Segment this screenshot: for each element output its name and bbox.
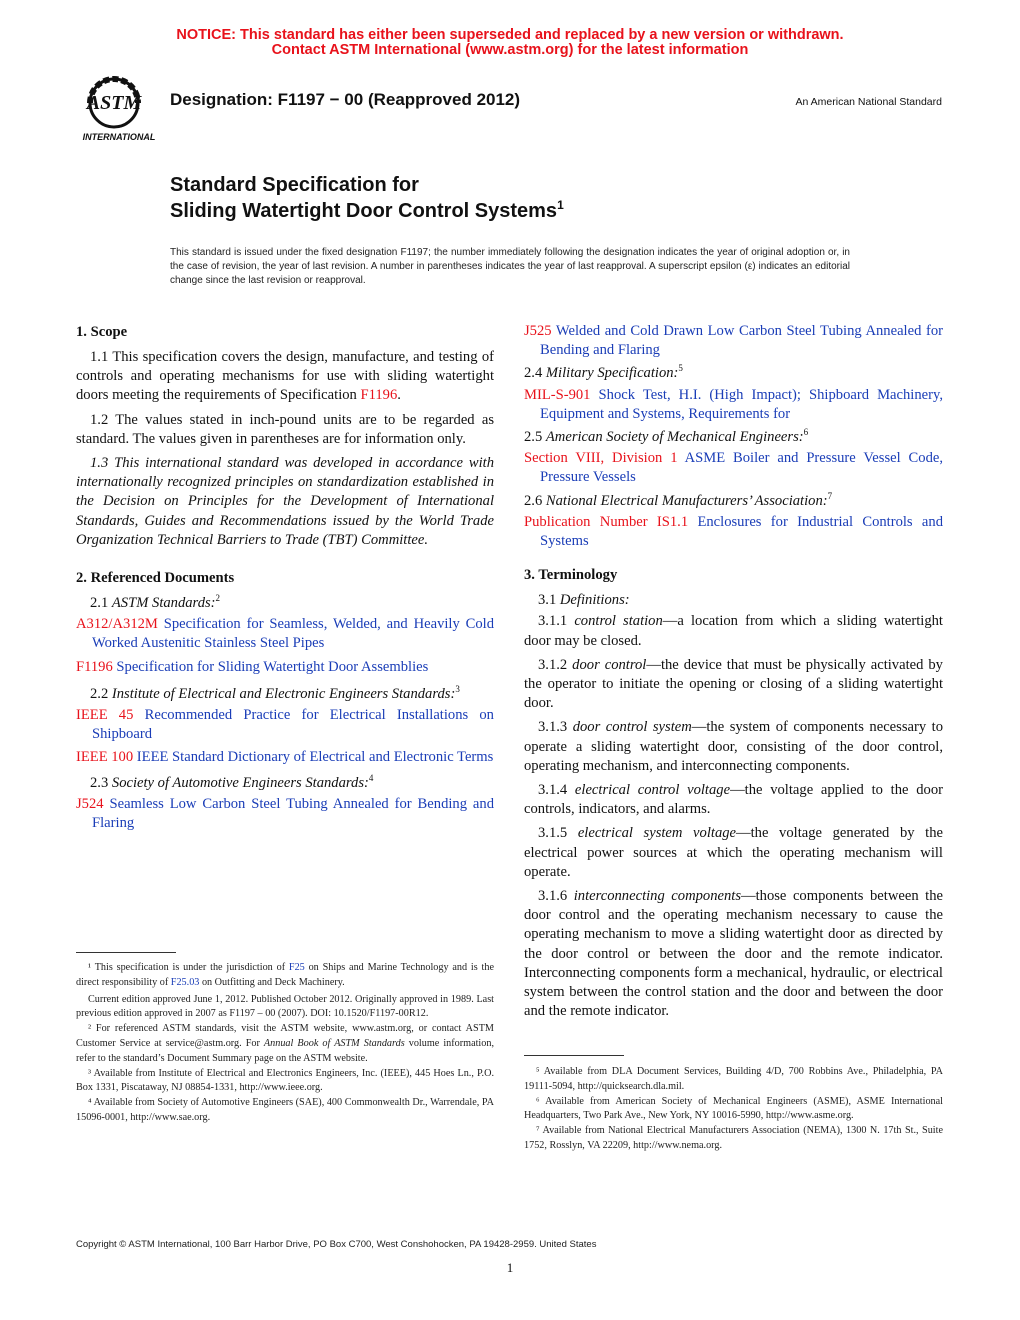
ref-ieee45[interactable]: IEEE 45 Recommended Practice for Electrical Installations on Shipboard bbox=[76, 707, 494, 743]
footnote-7: ⁷ Available from National Electrical Manufacturers Association (NEMA), 1300 N. 17th St., Suite 1752, Rosslyn, VA 22209, http://www.nema.org. bbox=[524, 1125, 943, 1151]
ieee-standards-label: 2.2 Institute of Electrical and Electronic Engineers Standards:$^3$ bbox=[90, 683, 460, 702]
def-3-1-6: 3.1.6 interconnecting components—those components between the door control and the operating mechanism necessary to cause the operating mechanism to move a sliding watertight door as directed by the door control or between the door and the remote indicator. Interconnecting components form a mechanical, hydraulic, or electrical system between the control station and the door and between the door and the remote indicator. bbox=[524, 888, 943, 1020]
footnotes-right bbox=[524, 1065, 943, 1154]
right-column bbox=[524, 322, 943, 1027]
footnote-4: ⁴ Available from Society of Automotive Engineers (SAE), 400 Commonwealth Dr., Warrendale, PA 15096-0001, http://www.sae.org. bbox=[76, 1097, 494, 1123]
refdocs-heading: 2. Referenced Documents bbox=[76, 570, 235, 587]
title-line-2: Sliding Watertight Door Control Systems$^1$ bbox=[170, 198, 564, 222]
link-f1196[interactable]: F1196 bbox=[360, 387, 398, 404]
scope-1-1: 1.1 This specification covers the design, manufacture, and testing of controls and operating mechanisms for use with sliding watertight doors meeting the requirements of Specification F1196. bbox=[76, 349, 494, 404]
scope-heading: 1. Scope bbox=[76, 324, 128, 340]
footnote-rule-right bbox=[524, 1055, 624, 1056]
ref-j525[interactable]: J525 Welded and Cold Drawn Low Carbon Steel Tubing Annealed for Bending and Flaring bbox=[524, 323, 943, 359]
definitions-label: 3.1 Definitions: bbox=[538, 592, 630, 609]
left-column bbox=[76, 322, 494, 837]
astm-logo bbox=[76, 76, 162, 146]
nema-label: 2.6 National Electrical Manufacturers’ Association:$^7$ bbox=[524, 490, 833, 509]
scope-1-2: 1.2 The values stated in inch-pound units are to be regarded as standard. The values given in parentheses are for information only. bbox=[76, 411, 494, 447]
def-3-1-1: 3.1.1 control station—a location from which a sliding watertight door may be closed. bbox=[524, 613, 943, 649]
notice-line-1: NOTICE: This standard has either been superseded and replaced by a new version or withdrawn. bbox=[176, 27, 844, 43]
svg-text:ASTM: ASTM bbox=[86, 92, 142, 114]
ref-a312[interactable]: A312/A312M Specification for Seamless, Welded, and Heavily Cold Worked Austenitic Stainless Steel Pipes bbox=[76, 616, 494, 652]
astm-standards-label: 2.1 ASTM Standards:$^2$ bbox=[90, 593, 221, 612]
scope-1-3: 1.3 This international standard was developed in accordance with internationally recognized principles on standardization established in the Decision on Principles for the Development of International Standards, Guides and Recommendations issued by the World Trade Organization Technical Barriers to Trade (TBT) Committee. bbox=[76, 455, 494, 548]
terminology-heading: 3. Terminology bbox=[524, 567, 618, 584]
footnote-2: ² For referenced ASTM standards, visit the ASTM website, www.astm.org, or contact ASTM Customer Service at service@astm.org. For Annual Book of ASTM Standards volume information, refer to the standard’s Document Summary page on the ASTM website. bbox=[76, 1023, 494, 1064]
footnotes-left bbox=[76, 961, 494, 1126]
def-3-1-3: 3.1.3 door control system—the system of components necessary to operate a sliding watertight door, consisting of the door control, operating mechanism, and interconnecting components. bbox=[524, 719, 943, 774]
document-title bbox=[170, 172, 564, 224]
ref-nema-is1-1[interactable]: Publication Number IS1.1 Enclosures for Industrial Controls and Systems bbox=[524, 513, 943, 550]
ref-j524[interactable]: J524 Seamless Low Carbon Steel Tubing Annealed for Bending and Flaring bbox=[76, 795, 494, 832]
svg-text:INTERNATIONAL: INTERNATIONAL bbox=[82, 132, 156, 142]
def-3-1-5: 3.1.5 electrical system voltage—the voltage generated by the electrical power sources at which the operating mechanism will operate. bbox=[524, 825, 943, 880]
footnote-1: ¹ This specification is under the jurisdiction of F25 on Ships and Marine Technology and is the direct responsibility of F25.03 on Outfitting and Deck Machinery. bbox=[76, 962, 494, 988]
page-number: 1 bbox=[506, 1260, 514, 1275]
ref-mil-s-901[interactable]: MIL-S-901 Shock Test, H.I. (High Impact); Shipboard Machinery, Equipment and Systems, Requirements for bbox=[524, 386, 943, 422]
intro-paragraph: This standard is issued under the fixed designation F1197; the number immediately following the designation indicates the year of original adoption or, in the case of revision, the year of last revision. A number in parentheses indicates the year of last reapproval. A superscript epsilon (ε) indicates an editorial change since the last revision or reapproval. bbox=[170, 247, 850, 286]
ref-ieee100[interactable]: IEEE 100 IEEE Standard Dictionary of Electrical and Electronic Terms bbox=[76, 749, 494, 766]
ref-asme-section-viii[interactable]: Section VIII, Division 1 ASME Boiler and Pressure Vessel Code, Pressure Vessels bbox=[524, 450, 944, 486]
copyright: Copyright © ASTM International, 100 Barr Harbor Drive, PO Box C700, West Conshohocken, PA 19428-2959. United States bbox=[76, 1239, 597, 1250]
footnote-1-edition: Current edition approved June 1, 2012. Published October 2012. Originally approved in 1989. Last previous edition approved in 2007 as F1197 – 00 (2007). DOI: 10.1520/F1197-00R12. bbox=[76, 993, 494, 1020]
footnote-rule-left bbox=[76, 952, 176, 953]
asme-label: 2.5 American Society of Mechanical Engineers:$^6$ bbox=[524, 427, 809, 446]
footnote-6: ⁶ Available from American Society of Mechanical Engineers (ASME), ASME International Headquarters, Two Park Ave., New York, NY 10016-5990, http://www.asme.org. bbox=[524, 1095, 943, 1122]
military-spec-label: 2.4 Military Specification:$^5$ bbox=[524, 363, 683, 382]
footnote-3: ³ Available from Institute of Electrical and Electronics Engineers, Inc. (IEEE), 445 Hoes Ln., P.O. Box 1331, Piscataway, NJ 08854-1331, http://www.ieee.org. bbox=[76, 1067, 494, 1094]
sae-standards-label: 2.3 Society of Automotive Engineers Standards:$^4$ bbox=[90, 772, 374, 791]
def-3-1-4: 3.1.4 electrical control voltage—the voltage applied to the door controls, indicators, and alarms. bbox=[524, 782, 943, 818]
footnote-5: ⁵ Available from DLA Document Services, Building 4/D, 700 Robbins Ave., Philadelphia, PA 19111-5094, http://quicksearch.dla.mil. bbox=[524, 1066, 943, 1092]
notice-line-2: Contact ASTM International (www.astm.org) for the latest information bbox=[271, 42, 749, 58]
ref-f1196[interactable]: F1196 Specification for Sliding Watertight Door Assemblies bbox=[76, 658, 429, 675]
title-line-1: Standard Specification for bbox=[170, 174, 419, 196]
american-national-standard: An American National Standard bbox=[795, 96, 942, 108]
designation: Designation: F1197 − 00 (Reapproved 2012) bbox=[170, 90, 521, 109]
def-3-1-2: 3.1.2 door control—the device that must be physically activated by the operator to initiate the opening or closing of a sliding watertight door. bbox=[524, 656, 943, 712]
